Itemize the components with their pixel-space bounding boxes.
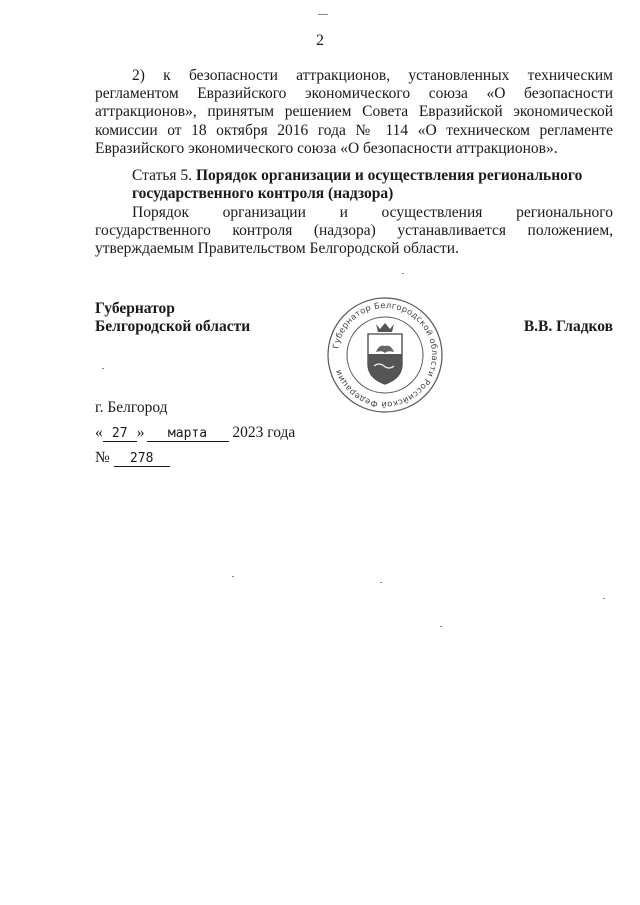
number-label: № — [95, 449, 110, 466]
seal-text: Губернатор Белгородской области Российской Федерации — [330, 299, 441, 411]
scan-speck — [380, 582, 382, 583]
paragraph-item-2: 2) к безопасности аттракционов, установленных техническим регламентом Евразийского экономического союза «О безопасности аттракционов», принятым решением Совета Евразийской экономической комиссии от 18 октября 2016 года № 114 «О техническом регламенте Евразийского экономического союза «О безопасности аттракционов». — [95, 67, 613, 157]
number-value: 278 — [114, 451, 170, 467]
official-seal — [326, 296, 444, 414]
page-number: 2 — [316, 32, 324, 49]
article-title: Порядок организации и осуществления регионального государственного контроля (надзора) — [132, 167, 583, 203]
date-year: 2023 года — [232, 424, 296, 441]
scan-speck — [440, 626, 442, 627]
date-day: 27 — [103, 426, 137, 442]
coat-of-arms-icon — [368, 323, 402, 384]
signatory-name: В.В. Гладков — [523, 318, 613, 335]
date-month: марта — [147, 426, 229, 442]
article-5-paragraph: Порядок организации и осуществления регионального государственного контроля (надзора) устанавливается положением, утверждаемым Правительством Белгородской области. — [95, 204, 613, 258]
document-city: г. Белгород — [95, 399, 168, 416]
scan-speck — [102, 368, 104, 369]
scan-speck — [603, 598, 605, 599]
scan-speck — [318, 14, 328, 15]
signature-position — [95, 300, 250, 336]
signature-position-title: Губернатор — [95, 300, 175, 317]
scan-speck — [232, 576, 234, 577]
document-date — [95, 424, 295, 442]
date-close-quote: » — [136, 424, 145, 441]
article-number: Статья 5. — [132, 167, 193, 184]
document-number — [95, 449, 170, 467]
article-5-heading — [132, 167, 602, 203]
signature-position-region: Белгородской области — [95, 318, 251, 336]
date-open-quote: « — [95, 424, 103, 441]
scan-speck — [402, 273, 404, 274]
